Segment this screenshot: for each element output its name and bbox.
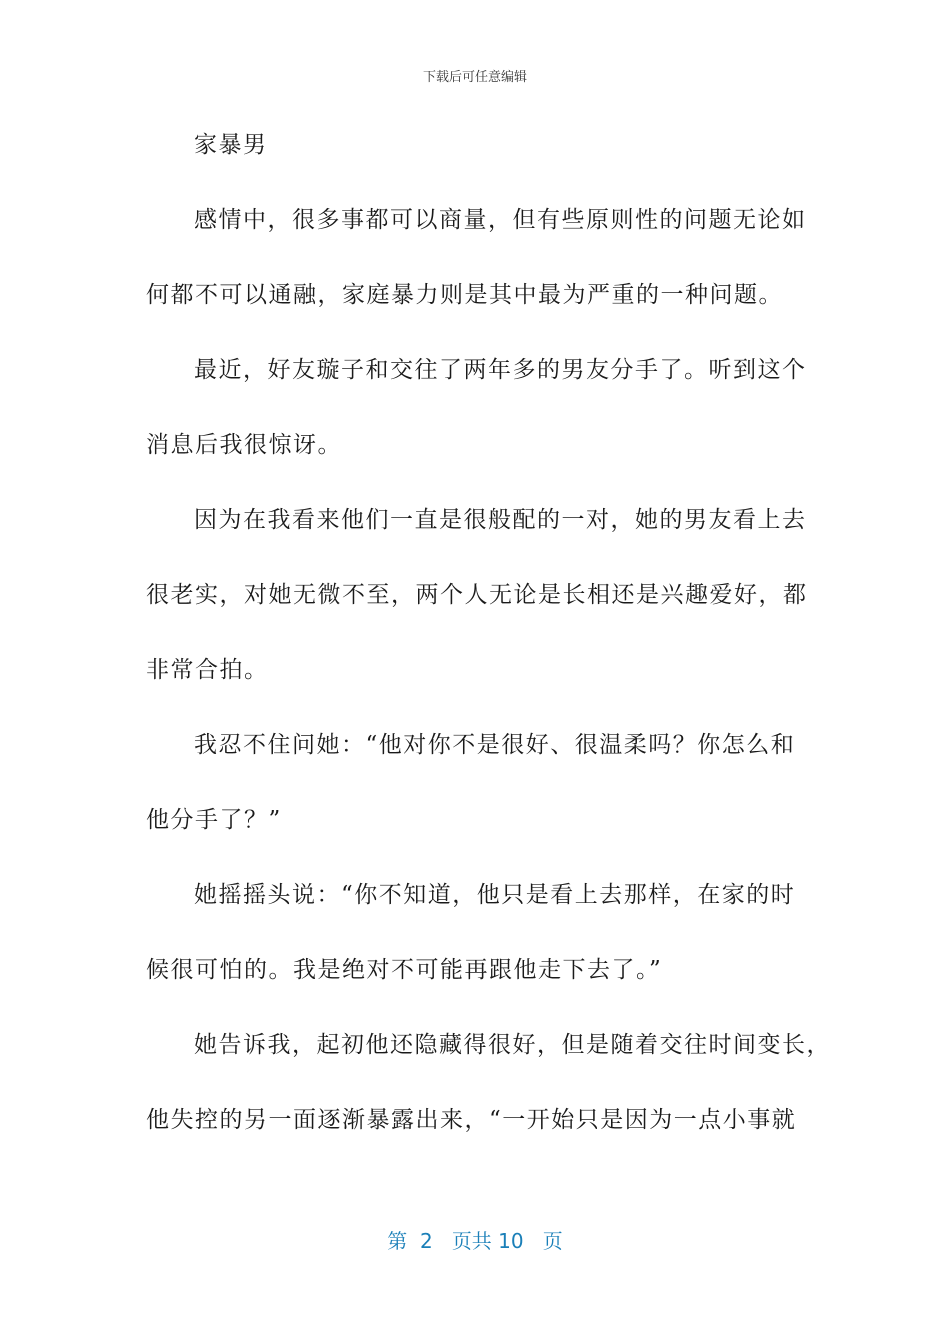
footer-prefix: 第 [387, 1229, 408, 1253]
page-footer [0, 1225, 950, 1254]
page-header-note: 下载后可任意编辑 [422, 70, 527, 85]
text-line: 她告诉我，起初他还隐藏得很好，但是随着交往时间变长， [194, 1032, 831, 1058]
text-line: 最近，好友璇子和交往了两年多的男友分手了。听到这个 [194, 357, 807, 383]
footer-suffix: 页 [542, 1229, 563, 1253]
text-line: 因为在我看来他们一直是很般配的一对，她的男友看上去 [194, 507, 807, 533]
text-line: 他失控的另一面逐渐暴露出来，“一开始只是因为一点小事就 [146, 1107, 797, 1133]
text-line: 消息后我很惊讶。 [146, 432, 342, 458]
footer-current-page: 2 [420, 1229, 433, 1253]
text-line-title: 家暴男 [194, 132, 268, 158]
text-line: 候很可怕的。我是绝对不可能再跟他走下去了。” [146, 957, 663, 983]
text-line: 非常合拍。 [146, 657, 269, 683]
text-line: 感情中，很多事都可以商量，但有些原则性的问题无论如 [194, 207, 807, 233]
text-line: 何都不可以通融，家庭暴力则是其中最为严重的一种问题。 [146, 282, 783, 308]
text-line: 他分手了？” [146, 807, 282, 833]
text-line: 她摇摇头说：“你不知道，他只是看上去那样，在家的时 [194, 882, 796, 908]
text-line: 很老实，对她无微不至，两个人无论是长相还是兴趣爱好，都 [146, 582, 808, 608]
footer-middle: 页共 [451, 1229, 492, 1253]
footer-total-pages: 10 [498, 1229, 524, 1253]
text-line: 我忍不住问她：“他对你不是很好、很温柔吗？你怎么和 [194, 732, 796, 758]
